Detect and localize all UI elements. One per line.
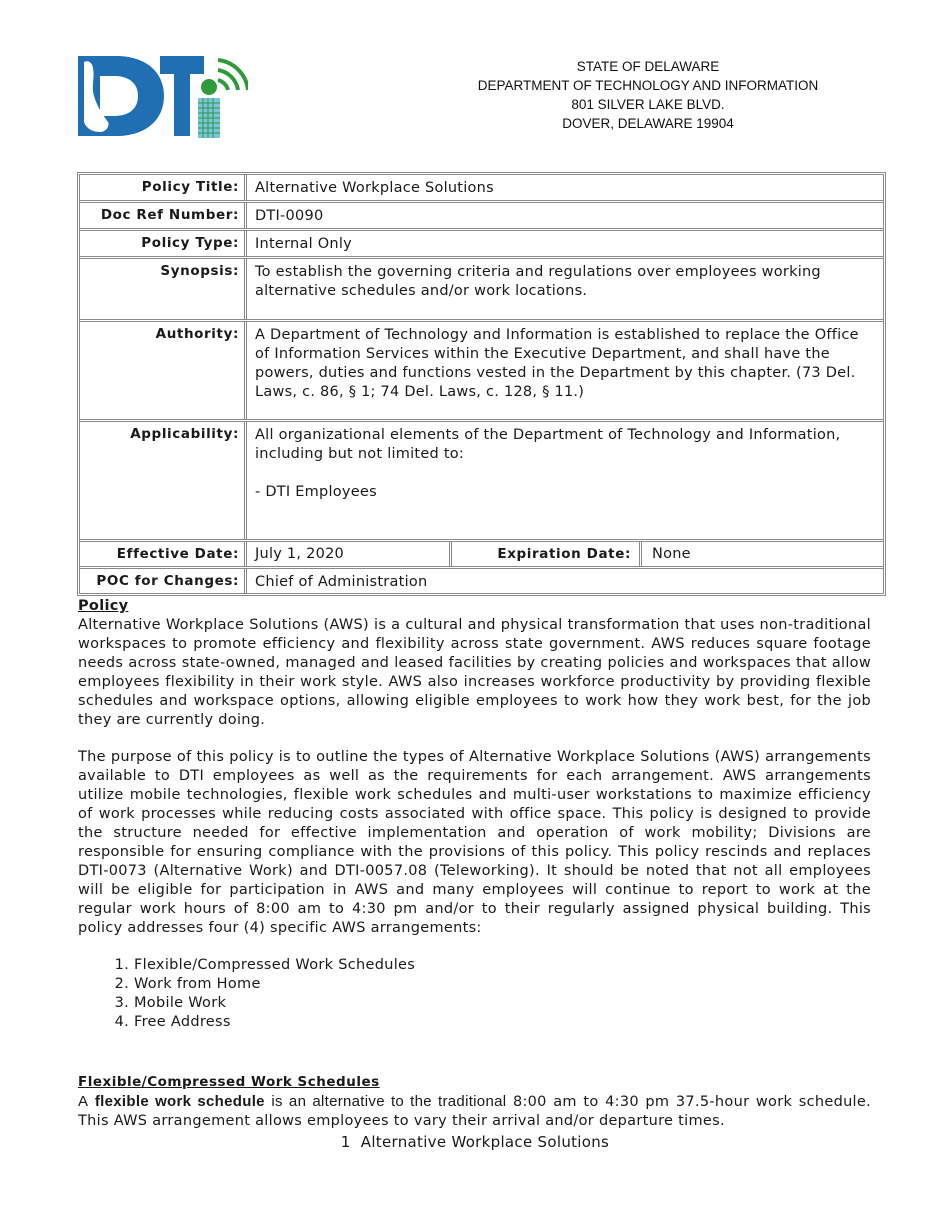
doc-ref-value: DTI-0090	[255, 208, 324, 224]
policy-type-label: Policy Type:	[80, 231, 247, 256]
authority-row	[80, 322, 883, 422]
list-item: 3. Mobile Work	[134, 994, 871, 1013]
applicability-item: - DTI Employees	[255, 484, 377, 500]
expiration-date-value: None	[652, 546, 691, 562]
doc-ref-label: Doc Ref Number:	[80, 203, 247, 228]
flex-a: A	[78, 1093, 89, 1110]
agency-line: 801 SILVER LAKE BLVD.	[571, 97, 725, 112]
dti-logo	[78, 52, 248, 140]
synopsis-row	[80, 259, 883, 322]
agency-address	[460, 57, 836, 133]
list-item: 4. Free Address	[134, 1013, 871, 1032]
policy-title-row	[80, 175, 883, 203]
page-number: 1	[340, 1133, 351, 1151]
poc-row	[80, 569, 883, 593]
policy-paragraph-2: The purpose of this policy is to outline the types of Alternative Workplace Solutions (AWS) arrangements available to DTI employees as well as the requirements for each arrangement. AWS arrangements utilize mobile technologies, flexible work schedules and multi-user workstations to maximize efficiency of work processes while reducing costs associated with office space. This policy is designed to provide the structure needed for effective implementation and operation of work mobility; Divisions are responsible for ensuring compliance with the provisions of this policy. This policy rescinds and replaces DTI-0073 (Alternative Work) and DTI-0057.08 (Teleworking). It should be noted that not all employees will be eligible for participation in AWS and many employees will continue to report to work at the regular work hours of 8:00 am to 4:30 pm and/or to their regularly assigned physical building. This policy addresses four (4) specific AWS arrangements:	[78, 749, 871, 936]
dates-row	[80, 542, 883, 569]
flex-schedules-heading: Flexible/Compressed Work Schedules	[78, 1074, 380, 1090]
policy-title-value: Alternative Workplace Solutions	[255, 180, 494, 196]
policy-type-row	[80, 231, 883, 259]
policy-paragraph-1: Alternative Workplace Solutions (AWS) is a cultural and physical transformation that uses non-traditional workspaces to promote efficiency and flexibility across state government. AWS reduces square footage needs across state-owned, managed and leased facilities by creating policies and workspaces that allow employees flexibility in their work style. AWS also increases workforce productivity by providing flexible schedules and workspace options, allowing eligible employees to work how they work best, for the job they are currently doing.	[78, 617, 871, 728]
flex-term: flexible work schedule	[94, 1093, 265, 1110]
effective-date-label: Effective Date:	[80, 542, 247, 566]
poc-label: POC for Changes:	[80, 569, 247, 593]
policy-body	[78, 597, 871, 1131]
synopsis-value: To establish the governing criteria and regulations over employees working alternative schedules and/or work locations.	[255, 264, 821, 299]
list-item: 1. Flexible/Compressed Work Schedules	[134, 956, 871, 975]
applicability-value	[247, 422, 883, 539]
applicability-text: All organizational elements of the Department of Technology and Information, including but not limited to:	[255, 427, 841, 462]
applicability-row	[80, 422, 883, 542]
synopsis-label: Synopsis:	[80, 259, 247, 319]
authority-value: A Department of Technology and Information is established to replace the Office of Information Services within the Executive Department, and shall have the powers, duties and functions vested in the Department by this chapter. (73 Del. Laws, c. 86, § 1; 74 Del. Laws, c. 128, § 11.)	[255, 327, 859, 400]
agency-line: STATE OF DELAWARE	[576, 59, 720, 74]
flex-rest: is an alternative to the traditional	[271, 1093, 507, 1110]
authority-label: Authority:	[80, 322, 247, 419]
flex-tail: 8:00 am to 4:30 pm 37.5-hour work schedule. This AWS arrangement allows employees to vary their arrival and/or departure times.	[78, 1094, 872, 1129]
page-footer	[0, 1133, 950, 1151]
policy-heading: Policy	[78, 598, 129, 614]
doc-ref-row	[80, 203, 883, 231]
agency-line: DOVER, DELAWARE 19904	[562, 116, 734, 131]
applicability-label: Applicability:	[80, 422, 247, 539]
policy-type-value: Internal Only	[255, 236, 352, 252]
footer-title: Alternative Workplace Solutions	[360, 1133, 610, 1151]
arrangements-list	[78, 956, 871, 1032]
list-item: 2. Work from Home	[134, 975, 871, 994]
policy-metadata-table	[77, 172, 886, 596]
expiration-date-label: Expiration Date:	[452, 542, 642, 566]
poc-value: Chief of Administration	[255, 574, 428, 590]
effective-date-value: July 1, 2020	[247, 542, 452, 566]
policy-title-label: Policy Title:	[80, 175, 247, 200]
agency-line: DEPARTMENT OF TECHNOLOGY AND INFORMATION	[477, 78, 819, 93]
flex-schedules-paragraph	[78, 1092, 871, 1131]
